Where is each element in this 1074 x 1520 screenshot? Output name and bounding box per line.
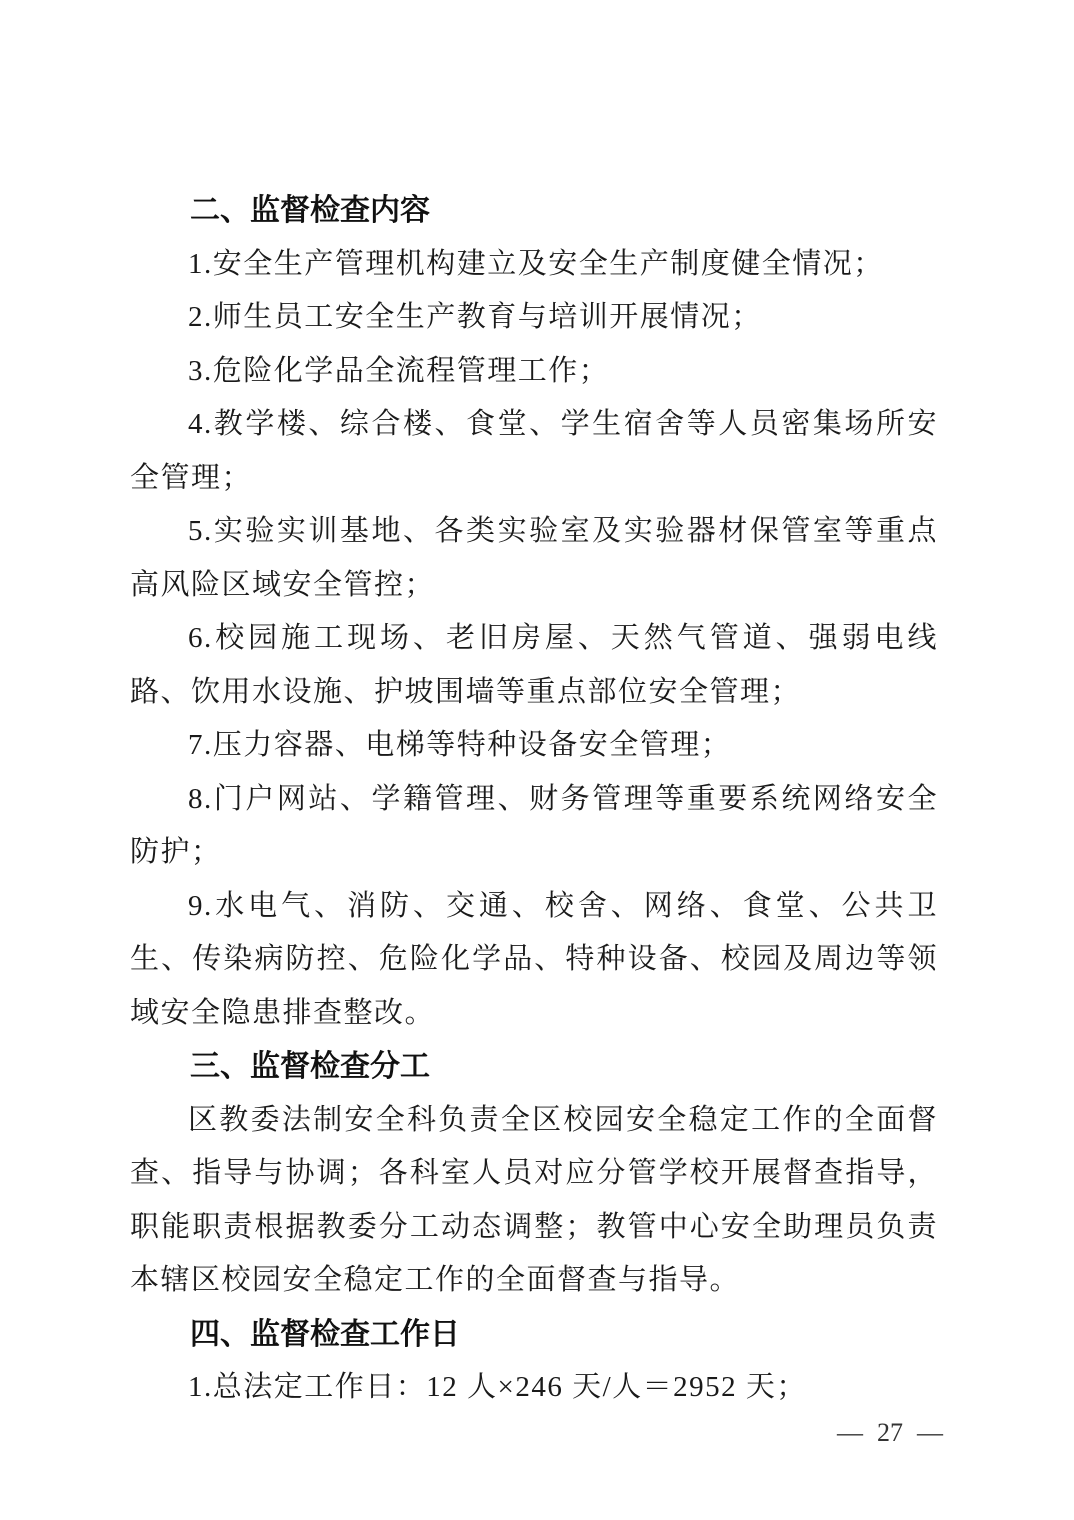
body-paragraph: 5.实验实训基地、各类实验室及实验器材保管室等重点高风险区域安全管控； [130, 515, 938, 601]
section-heading: 四、监督检查工作日 [190, 1317, 460, 1351]
page-number: 27 [877, 1418, 903, 1447]
document-body [130, 184, 938, 1415]
body-paragraph: 6.校园施工现场、老旧房屋、天然气管道、强弱电线路、饮用水设施、护坡围墙等重点部位安全管理； [130, 622, 938, 708]
page-footer [837, 1418, 943, 1448]
section-heading: 三、监督检查分工 [190, 1050, 430, 1083]
body-paragraph: 3.危险化学品全流程管理工作； [188, 354, 610, 387]
body-paragraph: 区教委法制安全科负责全区校园安全稳定工作的全面督查、指导与协调；各科室人员对应分管学校开展督查指导，职能职责根据教委分工动态调整；教管中心安全助理员负责本辖区校园安全稳定工作的全面督查与指导。 [130, 1103, 938, 1296]
body-paragraph: 1.安全生产管理机构建立及安全生产制度健全情况； [188, 247, 884, 280]
body-paragraph: 9.水电气、消防、交通、校舍、网络、食堂、公共卫生、传染病防控、危险化学品、特种设备、校园及周边等领域安全隐患排查整改。 [130, 889, 938, 1029]
footer-dash-right: — [917, 1418, 943, 1447]
footer-dash-left: — [837, 1418, 863, 1447]
body-paragraph: 2.师生员工安全生产教育与培训开展情况； [188, 301, 762, 333]
body-paragraph: 1.总法定工作日：12 人×246 天/人＝2952 天； [188, 1371, 807, 1403]
body-paragraph: 7.压力容器、电梯等特种设备安全管理； [188, 729, 732, 761]
body-paragraph: 8.门户网站、学籍管理、财务管理等重要系统网络安全防护； [130, 782, 938, 868]
section-heading: 二、监督检查内容 [190, 194, 430, 227]
body-paragraph: 4.教学楼、综合楼、食堂、学生宿舍等人员密集场所安全管理； [130, 408, 938, 494]
